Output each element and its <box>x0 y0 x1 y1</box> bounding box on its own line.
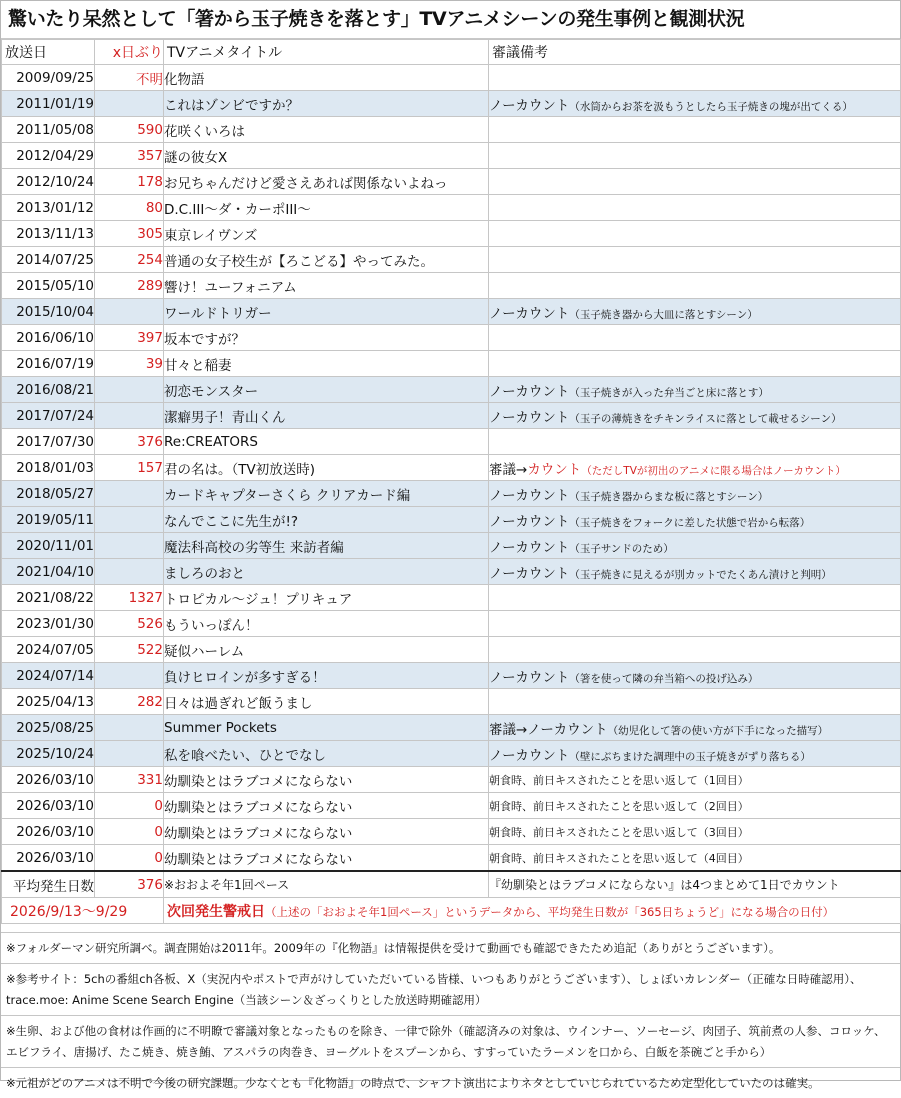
days-since: 39 <box>95 351 164 377</box>
days-since <box>95 481 164 507</box>
anime-title: 君の名は。（TV初放送時) <box>164 455 489 481</box>
judgement-cell <box>489 793 901 819</box>
broadcast-date: 2025/08/25 <box>2 715 95 741</box>
broadcast-date: 2021/04/10 <box>2 559 95 585</box>
days-since <box>95 403 164 429</box>
broadcast-date: 2018/05/27 <box>2 481 95 507</box>
table-row <box>2 299 901 325</box>
judgement: 審議→ <box>489 461 528 478</box>
days-since: 0 <box>95 819 164 845</box>
broadcast-date: 2015/05/10 <box>2 273 95 299</box>
days-since <box>95 533 164 559</box>
average-value: 376 <box>95 871 164 898</box>
judgement-cell <box>489 585 901 611</box>
forecast-row <box>2 898 901 924</box>
broadcast-date: 2015/10/04 <box>2 299 95 325</box>
table-row <box>2 351 901 377</box>
table-row <box>2 637 901 663</box>
broadcast-date: 2011/01/19 <box>2 91 95 117</box>
judgement-cell <box>489 91 901 117</box>
table-row <box>2 533 901 559</box>
judgement-cell <box>489 533 901 559</box>
broadcast-date: 2016/06/10 <box>2 325 95 351</box>
table-row <box>2 481 901 507</box>
judgement-cell <box>489 455 901 481</box>
table-body <box>2 65 901 872</box>
days-since: 0 <box>95 793 164 819</box>
days-since: 526 <box>95 611 164 637</box>
judgement-cell <box>489 195 901 221</box>
judgement-cell <box>489 689 901 715</box>
header-anime-title: TVアニメタイトル <box>164 40 489 65</box>
anime-title: 幼馴染とはラブコメにならない <box>164 845 489 872</box>
table-row <box>2 663 901 689</box>
broadcast-date: 2023/01/30 <box>2 611 95 637</box>
days-since <box>95 377 164 403</box>
broadcast-date: 2026/03/10 <box>2 819 95 845</box>
judgement-cell <box>489 637 901 663</box>
judgement-cell <box>489 481 901 507</box>
table-row <box>2 221 901 247</box>
judgement: ノーカウント <box>489 97 570 114</box>
average-row <box>2 871 901 898</box>
judgement-note: （玉子の薄焼きをチキンライスに落として載せるシーン） <box>569 412 842 425</box>
days-since: 不明 <box>95 65 164 91</box>
remark-origin: ※元祖がどのアニメは不明で今後の研究課題。少なくとも『化物語』の時点で、シャフト演出によりネタとしていじられているため定型化していたのは確実。 <box>1 1067 900 1098</box>
forecast-detail: （上述の「おおよそ年1回ペース」というデータから、平均発生日数が「365日ちょうど」になる場合の日付） <box>265 904 835 919</box>
anime-title: Summer Pockets <box>164 715 489 741</box>
days-since: 397 <box>95 325 164 351</box>
judgement-note: （玉子焼き器から大皿に落とすシーン） <box>569 308 758 321</box>
anime-title: 謎の彼女X <box>164 143 489 169</box>
table-row <box>2 195 901 221</box>
days-since: 289 <box>95 273 164 299</box>
table-row <box>2 819 901 845</box>
days-since: 157 <box>95 455 164 481</box>
anime-title: 負けヒロインが多すぎる！ <box>164 663 489 689</box>
broadcast-date: 2026/03/10 <box>2 767 95 793</box>
days-since: 80 <box>95 195 164 221</box>
remark-exclusion: ※生卵、および他の食材は作画的に不明瞭で審議対象となったものを除き、一律で除外（確認済みの対象は、ウインナー、ソーセージ、肉団子、筑前煮の人参、コロッケ、エビフライ、唐揚げ、たこ焼き、焼き鮪、アスパラの肉巻き、ヨーグルトをスプーンから、すすっていたラーメンを口から、白飯を茶碗ごと手から） <box>1 1015 900 1067</box>
judgement: ノーカウント <box>489 409 570 426</box>
judgement-note: （玉子焼きに見えるが別カットでたくあん漬けと判明） <box>569 568 832 581</box>
anime-title: 幼馴染とはラブコメにならない <box>164 767 489 793</box>
anime-title: 私を喰べたい、ひとでなし <box>164 741 489 767</box>
anime-title: 魔法科高校の劣等生 来訪者編 <box>164 533 489 559</box>
anime-title: これはゾンビですか？ <box>164 91 489 117</box>
table-row <box>2 455 901 481</box>
days-since <box>95 715 164 741</box>
judgement-note: （玉子焼きをフォークに差した状態で岩から転落） <box>569 516 811 529</box>
judgement-cell <box>489 351 901 377</box>
anime-title: 日々は過ぎれど飯うまし <box>164 689 489 715</box>
forecast-period: 2026/9/13～9/29 <box>2 898 164 924</box>
judgement-cell <box>489 221 901 247</box>
days-since <box>95 663 164 689</box>
header-date: 放送日 <box>2 40 95 65</box>
judgement: ノーカウント <box>489 539 570 556</box>
judgement-cell <box>489 741 901 767</box>
broadcast-date: 2026/03/10 <box>2 793 95 819</box>
broadcast-date: 2017/07/24 <box>2 403 95 429</box>
judgement-cell <box>489 325 901 351</box>
anime-title: D.C.III～ダ・カーポIII～ <box>164 195 489 221</box>
broadcast-date: 2012/10/24 <box>2 169 95 195</box>
anime-title: 疑似ハーレム <box>164 637 489 663</box>
table-row <box>2 377 901 403</box>
judgement: ノーカウント <box>489 383 570 400</box>
incident-table <box>1 39 901 924</box>
days-since: 282 <box>95 689 164 715</box>
anime-title: カードキャプターさくら クリアカード編 <box>164 481 489 507</box>
forecast-cell <box>164 898 901 924</box>
anime-title: 甘々と稲妻 <box>164 351 489 377</box>
judgement: ノーカウント <box>489 565 570 582</box>
days-since: 254 <box>95 247 164 273</box>
judgement-note: （玉子サンドのため） <box>569 542 674 555</box>
judgement-cell <box>489 299 901 325</box>
table-row <box>2 117 901 143</box>
table-row <box>2 793 901 819</box>
anime-title: なんでここに先生が!? <box>164 507 489 533</box>
anime-title: 普通の女子校生が【ろこどる】やってみた。 <box>164 247 489 273</box>
judgement-cell <box>489 559 901 585</box>
days-since <box>95 91 164 117</box>
days-since: 590 <box>95 117 164 143</box>
forecast-label: 次回発生警戒日 <box>167 903 265 920</box>
judgement-cell <box>489 377 901 403</box>
anime-title: ワールドトリガー <box>164 299 489 325</box>
judgement-count: カウント <box>527 461 582 478</box>
broadcast-date: 2017/07/30 <box>2 429 95 455</box>
broadcast-date: 2016/07/19 <box>2 351 95 377</box>
table-row <box>2 65 901 91</box>
judgement-cell <box>489 507 901 533</box>
broadcast-date: 2014/07/25 <box>2 247 95 273</box>
judgement-cell <box>489 403 901 429</box>
judgement-note: （玉子焼き器からまな板に落とすシーン） <box>569 490 769 503</box>
judgement: ノーカウント <box>489 669 570 686</box>
judgement: 審議→ノーカウント <box>489 721 608 738</box>
judgement: ノーカウント <box>489 305 570 322</box>
broadcast-date: 2026/03/10 <box>2 845 95 872</box>
judgement-cell <box>489 845 901 872</box>
anime-title: もういっぽん！ <box>164 611 489 637</box>
remark-reference: ※参考サイト：5chの番組ch各板、X（実況内やポストで声がけしていただいている皆様、いつもありがとうございます）、しょぼいカレンダー（正確な日時確認用）、trace.moe: Anime Scene Search Engine（当該シーン＆ざっくりとした放送時期確認用） <box>1 963 900 1015</box>
table-row <box>2 507 901 533</box>
anime-title: トロピカル～ジュ！プリキュア <box>164 585 489 611</box>
days-since <box>95 741 164 767</box>
days-since: 305 <box>95 221 164 247</box>
broadcast-date: 2016/08/21 <box>2 377 95 403</box>
table-row <box>2 715 901 741</box>
days-since: 0 <box>95 845 164 872</box>
anime-title: 幼馴染とはラブコメにならない <box>164 793 489 819</box>
judgement-note: （幼児化して箸の使い方が下手になった描写） <box>607 724 829 737</box>
table-row <box>2 325 901 351</box>
judgement: ノーカウント <box>489 487 570 504</box>
broadcast-date: 2009/09/25 <box>2 65 95 91</box>
judgement-note: 朝食時、前日キスされたことを思い返して（4回目） <box>489 851 749 865</box>
broadcast-date: 2018/01/03 <box>2 455 95 481</box>
average-note2: 『幼馴染とはラブコメにならない』は4つまとめて1日でカウント <box>489 871 901 898</box>
broadcast-date: 2013/01/12 <box>2 195 95 221</box>
days-since <box>95 507 164 533</box>
table-row <box>2 91 901 117</box>
broadcast-date: 2025/04/13 <box>2 689 95 715</box>
judgement-note: 朝食時、前日キスされたことを思い返して（2回目） <box>489 799 749 813</box>
days-since: 357 <box>95 143 164 169</box>
table-row <box>2 143 901 169</box>
judgement-note: （ただしTVが初出のアニメに限る場合はノーカウント） <box>581 464 846 477</box>
judgement-note: （水筒からお茶を汲もうとしたら玉子焼きの塊が出てくる） <box>569 100 853 113</box>
broadcast-date: 2021/08/22 <box>2 585 95 611</box>
judgement-cell <box>489 767 901 793</box>
days-since: 1327 <box>95 585 164 611</box>
table-row <box>2 845 901 872</box>
anime-title: 潔癖男子！青山くん <box>164 403 489 429</box>
judgement-cell <box>489 273 901 299</box>
days-since <box>95 299 164 325</box>
table-row <box>2 273 901 299</box>
table-row <box>2 429 901 455</box>
judgement-cell <box>489 247 901 273</box>
judgement-note: （玉子焼きが入った弁当ごと床に落とす） <box>569 386 769 399</box>
table-row <box>2 585 901 611</box>
broadcast-date: 2019/05/11 <box>2 507 95 533</box>
anime-title: ましろのおと <box>164 559 489 585</box>
anime-title: 化物語 <box>164 65 489 91</box>
days-since: 331 <box>95 767 164 793</box>
judgement-cell <box>489 429 901 455</box>
judgement-cell <box>489 143 901 169</box>
header-judgement: 審議備考 <box>489 40 901 65</box>
header-days-since: x日ぶり <box>95 40 164 65</box>
table-row <box>2 559 901 585</box>
table-row <box>2 247 901 273</box>
table-row <box>2 767 901 793</box>
anime-title: 坂本ですが？ <box>164 325 489 351</box>
remarks <box>1 932 900 1098</box>
table-row <box>2 741 901 767</box>
broadcast-date: 2013/11/13 <box>2 221 95 247</box>
judgement-cell <box>489 663 901 689</box>
broadcast-date: 2012/04/29 <box>2 143 95 169</box>
judgement-note: 朝食時、前日キスされたことを思い返して（3回目） <box>489 825 749 839</box>
anime-title: Re:CREATORS <box>164 429 489 455</box>
days-since: 376 <box>95 429 164 455</box>
anime-title: お兄ちゃんだけど愛さえあれば関係ないよねっ <box>164 169 489 195</box>
days-since <box>95 559 164 585</box>
judgement-cell <box>489 65 901 91</box>
page-title: 驚いたり呆然として「箸から玉子焼きを落とす」TVアニメシーンの発生事例と観測状況 <box>1 1 900 39</box>
average-note: ※おおよそ年1回ペース <box>164 871 489 898</box>
broadcast-date: 2020/11/01 <box>2 533 95 559</box>
table-row <box>2 689 901 715</box>
remark-source: ※フォルダーマン研究所調べ。調査開始は2011年。2009年の『化物語』は情報提供を受けて動画でも確認できたため追記（ありがとうございます）。 <box>1 932 900 963</box>
broadcast-date: 2024/07/05 <box>2 637 95 663</box>
judgement-note: （箸を使って隣の弁当箱への投げ込み） <box>569 672 759 685</box>
judgement-cell <box>489 611 901 637</box>
judgement-cell <box>489 117 901 143</box>
table-row <box>2 403 901 429</box>
broadcast-date: 2024/07/14 <box>2 663 95 689</box>
judgement: ノーカウント <box>489 747 570 764</box>
table-row <box>2 169 901 195</box>
judgement-note: 朝食時、前日キスされたことを思い返して（1回目） <box>489 773 749 787</box>
anime-title: 東京レイヴンズ <box>164 221 489 247</box>
anime-title: 響け！ユーフォニアム <box>164 273 489 299</box>
judgement-cell <box>489 715 901 741</box>
days-since: 522 <box>95 637 164 663</box>
average-label: 平均発生日数 <box>2 871 95 898</box>
judgement-cell <box>489 169 901 195</box>
days-since: 178 <box>95 169 164 195</box>
anime-title: 花咲くいろは <box>164 117 489 143</box>
header-row <box>2 40 901 65</box>
judgement: ノーカウント <box>489 513 570 530</box>
broadcast-date: 2011/05/08 <box>2 117 95 143</box>
table-row <box>2 611 901 637</box>
anime-title: 初恋モンスター <box>164 377 489 403</box>
judgement-note: （壁にぶちまけた調理中の玉子焼きがずり落ちる） <box>569 750 811 763</box>
broadcast-date: 2025/10/24 <box>2 741 95 767</box>
judgement-cell <box>489 819 901 845</box>
anime-title: 幼馴染とはラブコメにならない <box>164 819 489 845</box>
